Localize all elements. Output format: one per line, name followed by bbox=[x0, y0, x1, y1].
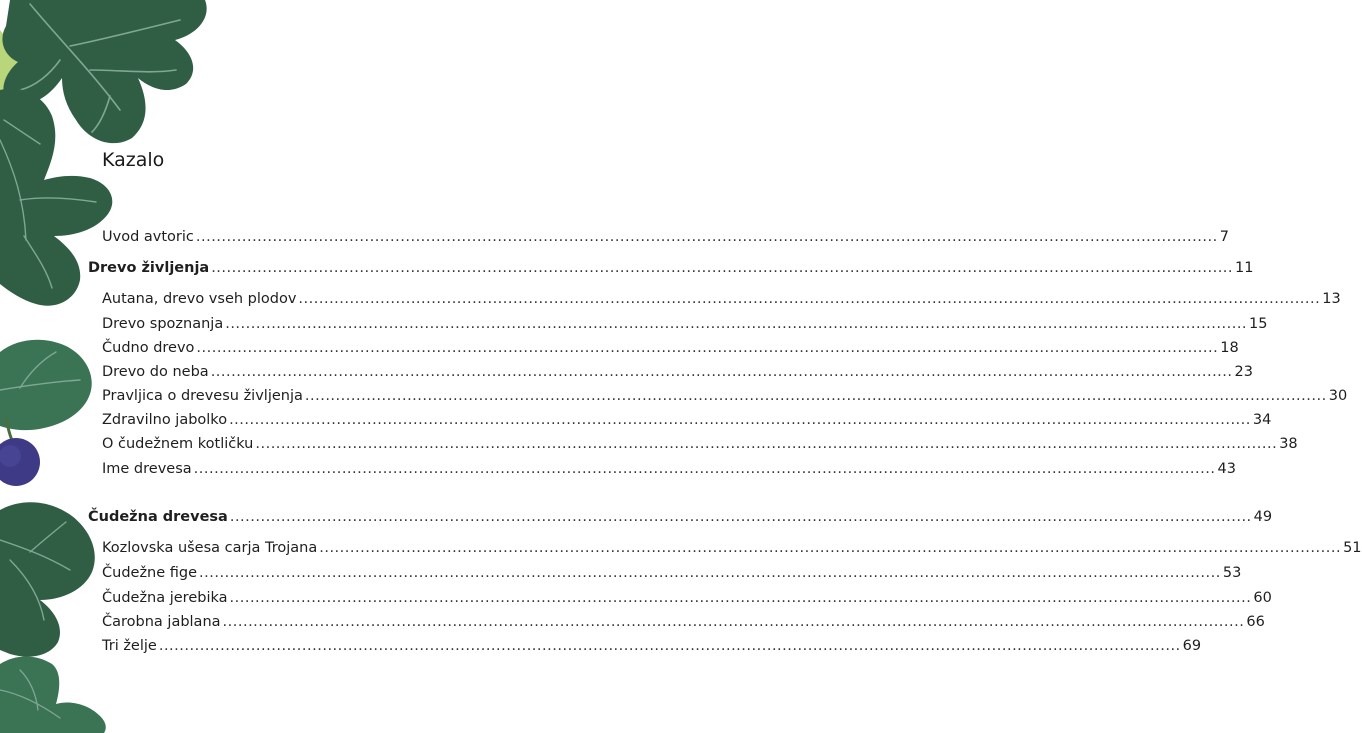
toc-entry-row bbox=[102, 612, 1265, 632]
toc-entry-label: Pravljica o drevesu življenja bbox=[102, 388, 303, 404]
toc-dot-leader: ........................................................................................................................................................................................................ bbox=[222, 614, 1245, 630]
toc-entry-label: Čudežne fige bbox=[102, 565, 198, 581]
toc-entry-label: Tri želje bbox=[102, 638, 157, 654]
toc-dot-leader: ........................................................................................................................................................................................................ bbox=[158, 638, 1181, 654]
toc-entry-label: Drevo spoznanja bbox=[102, 316, 224, 332]
toc-entry-label: Čudežna jerebika bbox=[102, 590, 228, 606]
toc-entry-label: Uvod avtoric bbox=[102, 229, 194, 245]
toc-entry-label: Drevo življenja bbox=[88, 260, 210, 276]
toc-dot-leader: ........................................................................................................................................................................................................ bbox=[298, 291, 1321, 307]
toc-dot-leader: ........................................................................................................................................................................................................ bbox=[229, 509, 1252, 525]
toc-page-number: 53 bbox=[1222, 565, 1242, 581]
toc-page-number: 43 bbox=[1217, 461, 1236, 477]
toc-entry-label: O čudežnem kotličku bbox=[102, 436, 254, 452]
toc-entry-label: Autana, drevo vseh plodov bbox=[102, 291, 297, 307]
toc-section-row bbox=[88, 258, 1254, 278]
page-title: Kazalo bbox=[102, 149, 165, 171]
toc-page-number: 49 bbox=[1253, 509, 1273, 525]
toc-entry-row bbox=[102, 227, 1229, 247]
bottom-fig-leaf bbox=[0, 657, 106, 733]
toc-entry-row bbox=[102, 459, 1236, 479]
toc-dot-leader: ........................................................................................................................................................................................................ bbox=[210, 364, 1233, 380]
fig-fruit-shade bbox=[0, 445, 21, 467]
toc-dot-leader: ........................................................................................................................................................................................................ bbox=[304, 388, 1327, 404]
toc-entry-label: Čudno drevo bbox=[102, 340, 195, 356]
toc-entry-label: Kozlovska ušesa carja Trojana bbox=[102, 540, 318, 556]
toc-dot-leader: ........................................................................................................................................................................................................ bbox=[255, 436, 1278, 452]
toc-entry-row bbox=[102, 434, 1298, 454]
toc-entry-row bbox=[102, 362, 1253, 382]
toc-dot-leader: ........................................................................................................................................................................................................ bbox=[211, 260, 1234, 276]
middle-fig-leaf bbox=[0, 340, 92, 430]
toc-dot-leader: ........................................................................................................................................................................................................ bbox=[229, 590, 1252, 606]
toc-entry-row bbox=[102, 636, 1202, 656]
toc-page-number: 15 bbox=[1249, 316, 1268, 332]
toc-entry-row bbox=[102, 538, 1362, 558]
toc-dot-leader: ........................................................................................................................................................................................................ bbox=[195, 229, 1218, 245]
toc-entry-row bbox=[102, 588, 1272, 608]
toc-entry-row bbox=[102, 289, 1341, 309]
toc-page-number: 38 bbox=[1279, 436, 1298, 452]
toc-entry-row bbox=[102, 386, 1348, 406]
toc-page-number: 23 bbox=[1234, 364, 1253, 380]
toc-page-number: 11 bbox=[1235, 260, 1254, 276]
toc-entry-row bbox=[102, 563, 1242, 583]
toc-page-number: 18 bbox=[1220, 340, 1239, 356]
toc-entry-label: Drevo do neba bbox=[102, 364, 209, 380]
toc-dot-leader: ........................................................................................................................................................................................................ bbox=[193, 461, 1216, 477]
toc-page-number: 7 bbox=[1219, 229, 1229, 245]
toc-dot-leader: ........................................................................................................................................................................................................ bbox=[199, 565, 1221, 581]
toc-dot-leader: ........................................................................................................................................................................................................ bbox=[229, 412, 1251, 428]
toc-page-number: 30 bbox=[1328, 388, 1348, 404]
toc-dot-leader: ........................................................................................................................................................................................................ bbox=[196, 340, 1219, 356]
toc-entry-label: Čarobna jablana bbox=[102, 614, 221, 630]
lower-fig-leaf bbox=[0, 502, 95, 656]
toc-page-number: 51 bbox=[1343, 540, 1362, 556]
toc-entry-row bbox=[102, 410, 1272, 430]
toc-section-row bbox=[88, 507, 1273, 527]
toc-entry-label: Ime drevesa bbox=[102, 461, 192, 477]
toc-entry-label: Čudežna drevesa bbox=[88, 509, 228, 525]
toc-dot-leader: ........................................................................................................................................................................................................ bbox=[225, 316, 1248, 332]
toc-page-number: 34 bbox=[1252, 412, 1272, 428]
toc-entry-row bbox=[102, 338, 1239, 358]
toc-page-number: 66 bbox=[1246, 614, 1265, 630]
toc-page-number: 13 bbox=[1322, 291, 1341, 307]
toc-dot-leader: ........................................................................................................................................................................................................ bbox=[319, 540, 1342, 556]
toc-entry-row bbox=[102, 314, 1268, 334]
toc-page-number: 60 bbox=[1253, 590, 1272, 606]
toc-page-number: 69 bbox=[1182, 638, 1202, 654]
toc-entry-label: Zdravilno jabolko bbox=[102, 412, 228, 428]
